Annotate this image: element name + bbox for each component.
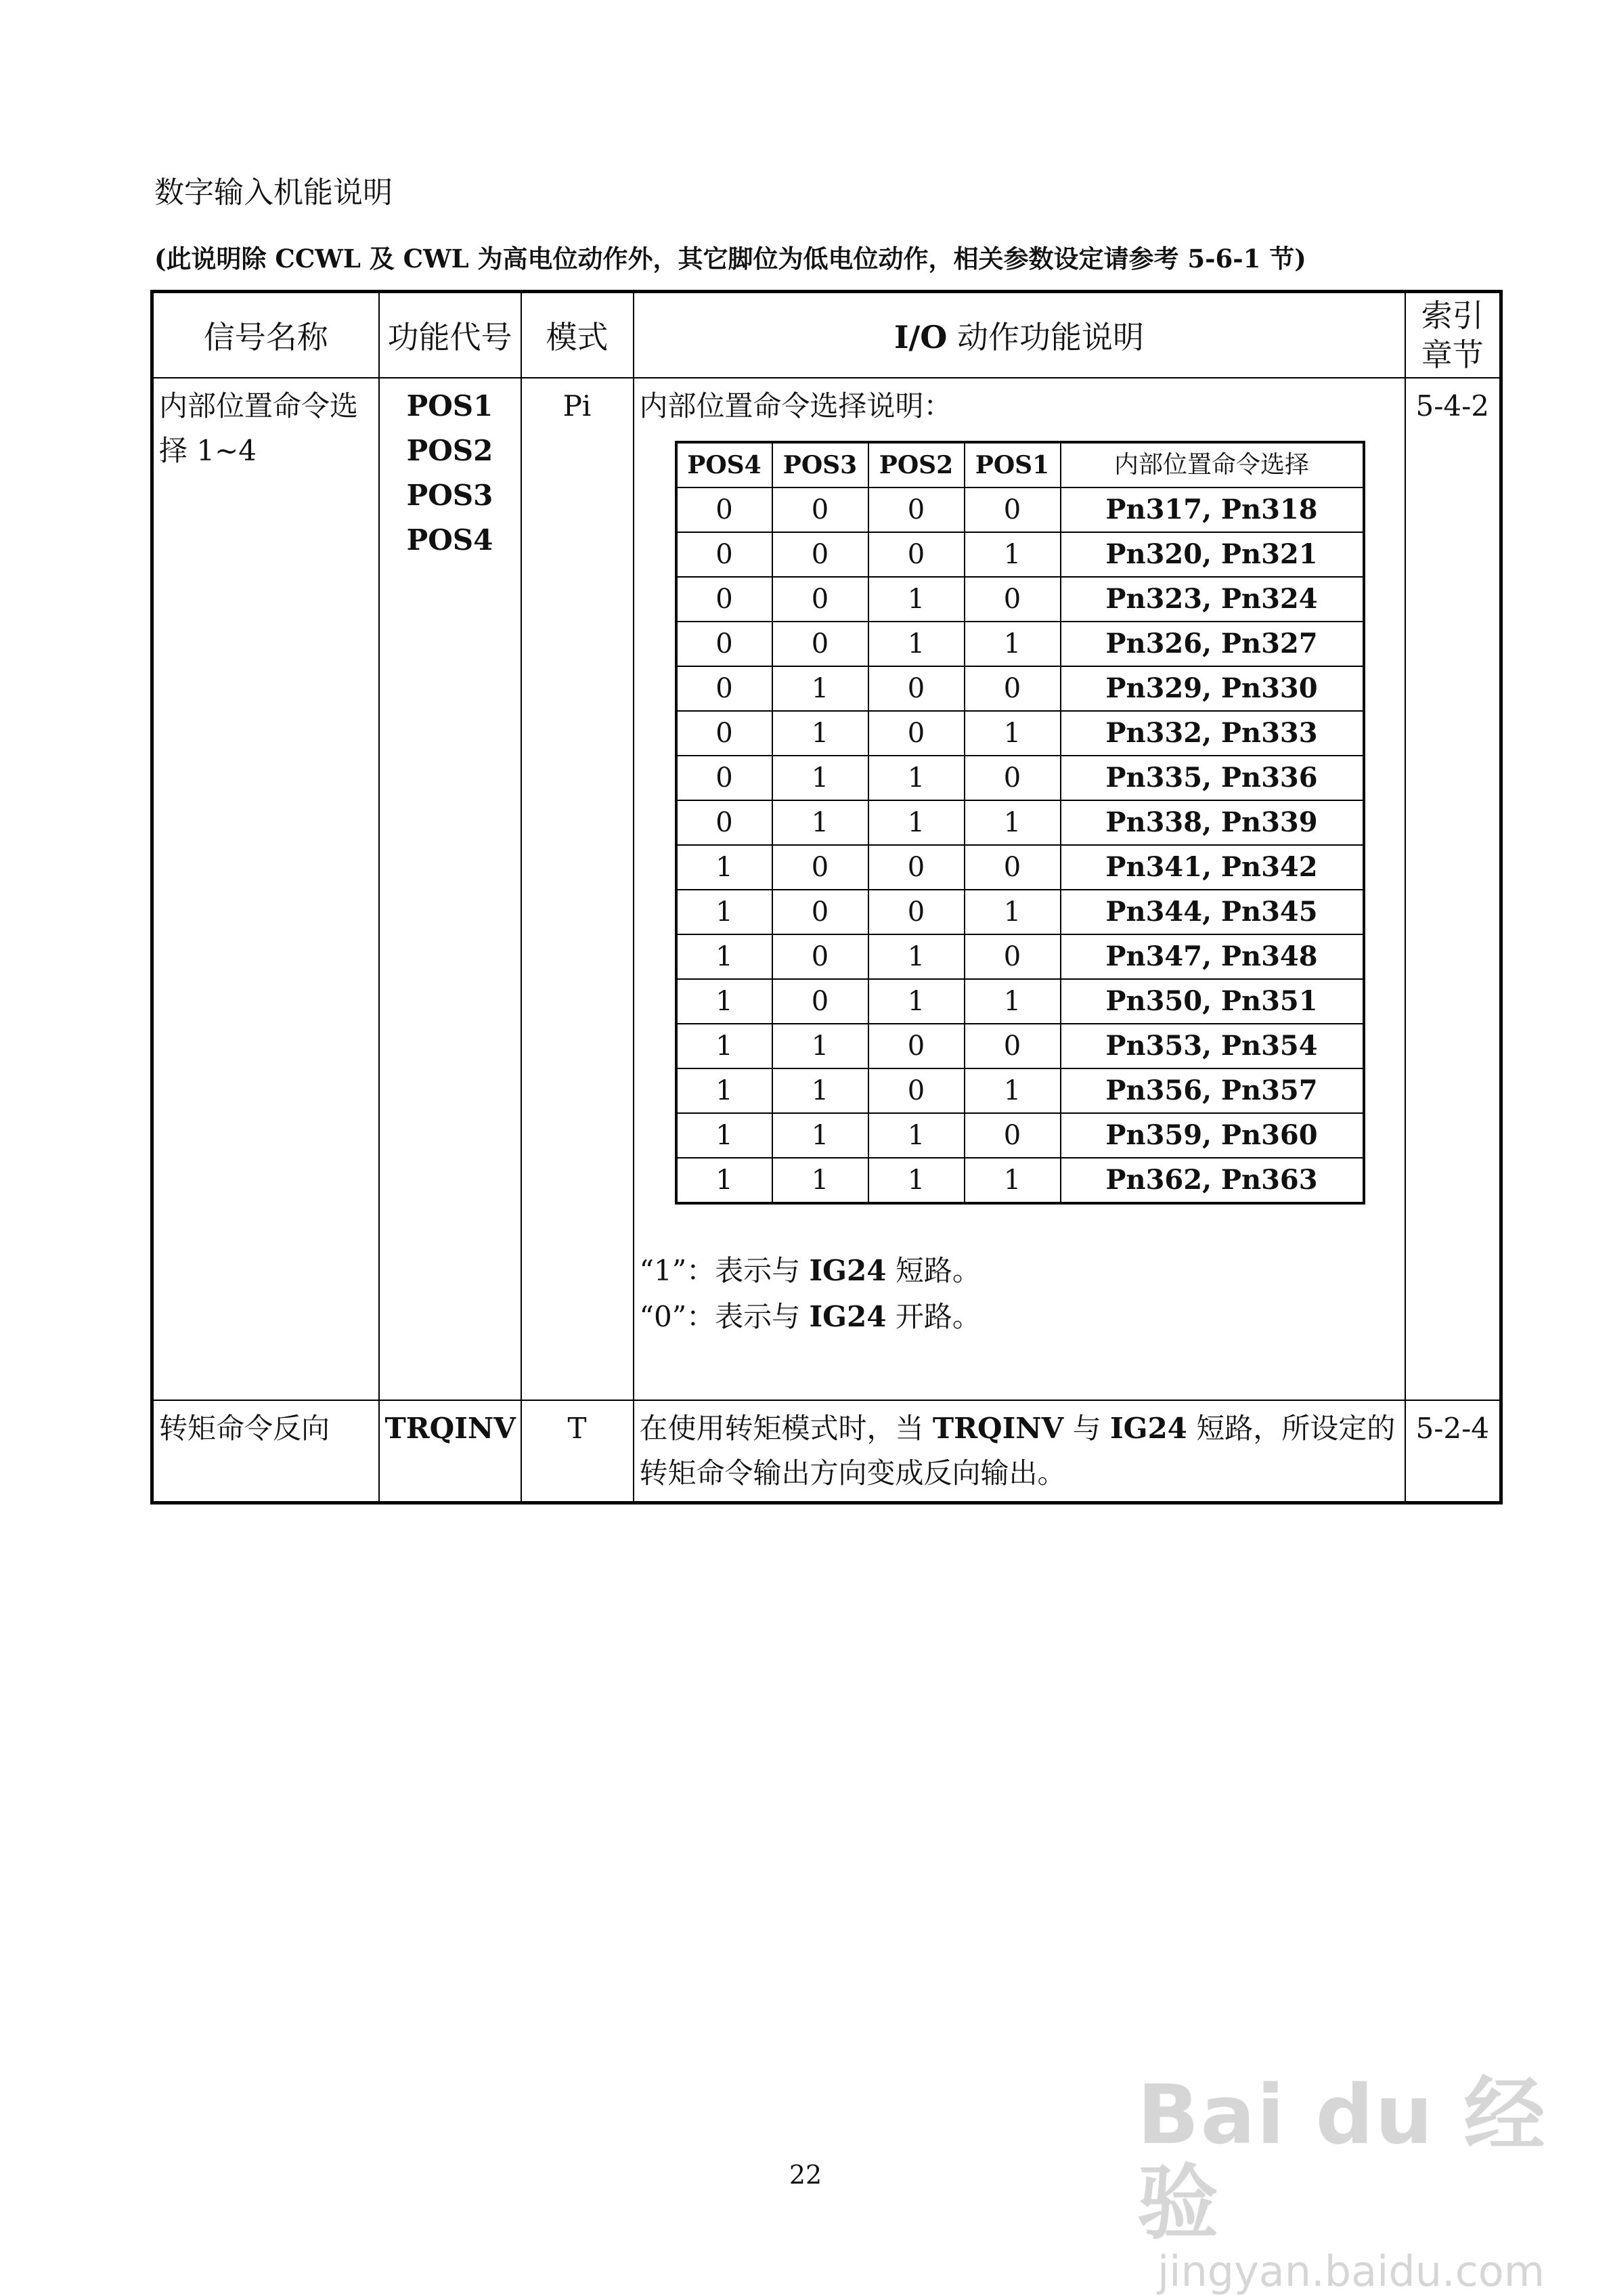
- pos-selection-cell: Pn332, Pn333: [1061, 711, 1364, 756]
- legend-short-post: 短路。: [886, 1254, 981, 1287]
- pos-bit-cell: 1: [676, 845, 772, 890]
- pos-bit-cell: 1: [676, 1113, 772, 1158]
- pos-bit-cell: 1: [868, 1113, 965, 1158]
- trqinv-index: 5-2-4: [1405, 1400, 1501, 1503]
- header-code: 功能代号: [379, 292, 521, 378]
- pos-bit-cell: 1: [965, 1068, 1061, 1113]
- pos-legend: [640, 1248, 1399, 1340]
- pos-bit-cell: 0: [868, 532, 965, 577]
- pos-bit-cell: 1: [868, 577, 965, 622]
- pos-bit-cell: 0: [868, 845, 965, 890]
- pos-bit-cell: 0: [965, 577, 1061, 622]
- baidu-watermark: [1137, 2068, 1611, 2296]
- pos-row: [676, 890, 1364, 934]
- pos-selection-cell: Pn350, Pn351: [1061, 979, 1364, 1024]
- pos-selection-cell: Pn353, Pn354: [1061, 1024, 1364, 1068]
- pos-selection-table: [675, 441, 1365, 1205]
- pos-bit-cell: 1: [676, 1158, 772, 1203]
- pos-bit-cell: 0: [772, 845, 868, 890]
- pos-bit-cell: 0: [868, 890, 965, 934]
- pos-bit-cell: 0: [965, 934, 1061, 979]
- pos-header-pos1: POS1: [965, 442, 1061, 488]
- pos-bit-cell: 0: [676, 756, 772, 800]
- pos-intro: 内部位置命令选择说明：: [639, 389, 952, 423]
- pos-bit-cell: 0: [868, 711, 965, 756]
- page-heading: 数字输入机能说明: [154, 175, 393, 210]
- pos-bit-cell: 0: [965, 845, 1061, 890]
- pos-selection-cell: Pn344, Pn345: [1061, 890, 1364, 934]
- trqinv-desc-mid: 与: [1063, 1412, 1110, 1445]
- pos-bit-cell: 0: [868, 1068, 965, 1113]
- pos-selection-cell: Pn329, Pn330: [1061, 666, 1364, 711]
- baidu-logo: Bai du 经验: [1137, 2068, 1547, 2251]
- legend-short-ig24: IG24: [809, 1254, 887, 1287]
- pos-bit-cell: 1: [772, 1068, 868, 1113]
- pos-bit-cell: 0: [676, 711, 772, 756]
- trqinv-signal-name: 转矩命令反向: [152, 1400, 379, 1503]
- pos-bit-cell: 0: [868, 666, 965, 711]
- code-pos3: POS3: [406, 479, 493, 512]
- pos-bit-cell: 0: [772, 934, 868, 979]
- table-header-row: [152, 292, 1501, 378]
- pos-bit-cell: 1: [868, 934, 965, 979]
- pos-bit-cell: 1: [868, 979, 965, 1024]
- pos-row: [676, 711, 1364, 756]
- pos-selection-cell: Pn338, Pn339: [1061, 800, 1364, 845]
- pos-bit-cell: 0: [965, 488, 1061, 532]
- page-number: 22: [789, 2160, 822, 2190]
- pos-bit-cell: 1: [676, 1068, 772, 1113]
- trqinv-desc-post: 短路，所设定的转矩命令输出方向变成反向输出。: [639, 1412, 1396, 1490]
- pos-row: [676, 756, 1364, 800]
- pos-selection-cell: Pn347, Pn348: [1061, 934, 1364, 979]
- pos-bit-cell: 0: [676, 666, 772, 711]
- pos-bit-cell: 1: [676, 1024, 772, 1068]
- pos-row: [676, 532, 1364, 577]
- pos-signal-name: 内部位置命令选择 1~4: [152, 378, 379, 1400]
- pos-bit-cell: 0: [676, 532, 772, 577]
- pos-row: [676, 1024, 1364, 1068]
- pos-bit-cell: 1: [772, 800, 868, 845]
- pos-bit-cell: 1: [676, 890, 772, 934]
- pos-bit-cell: 1: [868, 800, 965, 845]
- trqinv-description: [634, 1400, 1405, 1503]
- pos-selection-cell: Pn356, Pn357: [1061, 1068, 1364, 1113]
- legend-open-pre: “0”：表示与: [639, 1300, 810, 1333]
- legend-short-pre: “1”：表示与: [639, 1254, 810, 1287]
- header-index-line2: 章节: [1421, 337, 1484, 373]
- pos-header-pos2: POS2: [868, 442, 965, 488]
- legend-short: [640, 1248, 1399, 1294]
- pos-selection-cell: Pn359, Pn360: [1061, 1113, 1364, 1158]
- pos-bit-cell: 1: [965, 979, 1061, 1024]
- trqinv-mode: T: [521, 1400, 634, 1503]
- pos-description: [634, 378, 1405, 1400]
- pos-bit-cell: 0: [868, 1024, 965, 1068]
- pos-bit-cell: 1: [965, 532, 1061, 577]
- legend-open-ig24: IG24: [809, 1300, 887, 1333]
- pos-header-pos3: POS3: [772, 442, 868, 488]
- pos-selection-cell: Pn341, Pn342: [1061, 845, 1364, 890]
- page-note: (此说明除 CCWL 及 CWL 为高电位动作外，其它脚位为低电位动作，相关参数设定请参考 5-6-1 节): [154, 244, 1306, 274]
- pos-bit-cell: 1: [772, 1158, 868, 1203]
- header-function-text: 动作功能说明: [947, 319, 1144, 355]
- pos-bit-cell: 1: [772, 666, 868, 711]
- pos-codes: [379, 378, 521, 1400]
- pos-header-selection: 内部位置命令选择: [1061, 442, 1364, 488]
- pos-bit-cell: 1: [772, 711, 868, 756]
- pos-row: [676, 1068, 1364, 1113]
- pos-bit-cell: 0: [965, 756, 1061, 800]
- legend-open: [640, 1294, 1399, 1340]
- pos-bit-cell: 1: [868, 756, 965, 800]
- pos-header-row: [676, 442, 1364, 488]
- pos-row: [676, 979, 1364, 1024]
- header-signal: 信号名称: [152, 292, 379, 378]
- pos-row: [676, 934, 1364, 979]
- pos-bit-cell: 1: [676, 934, 772, 979]
- code-pos4: POS4: [406, 523, 493, 557]
- pos-bit-cell: 0: [676, 577, 772, 622]
- pos-bit-cell: 0: [772, 532, 868, 577]
- watermark-url: jingyan.baidu.com: [1157, 2247, 1545, 2296]
- pos-bit-cell: 0: [868, 488, 965, 532]
- header-index-line1: 索引: [1421, 297, 1484, 334]
- pos-bit-cell: 1: [965, 1158, 1061, 1203]
- header-index: [1405, 292, 1501, 378]
- pos-bit-cell: 1: [772, 756, 868, 800]
- pos-row: [676, 666, 1364, 711]
- pos-bit-cell: 1: [965, 711, 1061, 756]
- table-row-pos: [152, 378, 1501, 1400]
- pos-bit-cell: 1: [965, 890, 1061, 934]
- pos-bit-cell: 0: [965, 666, 1061, 711]
- pos-bit-cell: 0: [676, 488, 772, 532]
- pos-bit-cell: 0: [772, 577, 868, 622]
- pos-index: 5-4-2: [1405, 378, 1501, 1400]
- legend-open-post: 开路。: [886, 1300, 981, 1333]
- pos-bit-cell: 0: [676, 622, 772, 666]
- header-mode: 模式: [521, 292, 634, 378]
- pos-selection-cell: Pn362, Pn363: [1061, 1158, 1364, 1203]
- digital-input-table: [150, 290, 1503, 1504]
- trqinv-code: TRQINV: [379, 1400, 521, 1503]
- header-function: [634, 292, 1405, 378]
- pos-row: [676, 1158, 1364, 1203]
- pos-row: [676, 845, 1364, 890]
- pos-bit-cell: 1: [868, 622, 965, 666]
- pos-bit-cell: 1: [965, 800, 1061, 845]
- pos-row: [676, 577, 1364, 622]
- pos-header-pos4: POS4: [676, 442, 772, 488]
- pos-selection-cell: Pn320, Pn321: [1061, 532, 1364, 577]
- pos-mode: Pi: [521, 378, 634, 1400]
- pos-bit-cell: 0: [965, 1024, 1061, 1068]
- pos-bit-cell: 0: [965, 1113, 1061, 1158]
- header-function-io: I/O: [893, 319, 948, 355]
- pos-row: [676, 622, 1364, 666]
- trqinv-desc-ig24: IG24: [1109, 1412, 1187, 1445]
- pos-bit-cell: 0: [772, 890, 868, 934]
- pos-bit-cell: 1: [772, 1024, 868, 1068]
- pos-bit-cell: 1: [868, 1158, 965, 1203]
- pos-bit-cell: 0: [772, 622, 868, 666]
- pos-row: [676, 800, 1364, 845]
- pos-row: [676, 1113, 1364, 1158]
- pos-bit-cell: 0: [772, 979, 868, 1024]
- pos-bit-cell: 0: [676, 800, 772, 845]
- pos-selection-cell: Pn323, Pn324: [1061, 577, 1364, 622]
- pos-selection-cell: Pn317, Pn318: [1061, 488, 1364, 532]
- pos-bit-cell: 0: [772, 488, 868, 532]
- trqinv-desc-code: TRQINV: [932, 1412, 1064, 1445]
- pos-row: [676, 488, 1364, 532]
- pos-selection-cell: Pn335, Pn336: [1061, 756, 1364, 800]
- pos-bit-cell: 1: [676, 979, 772, 1024]
- pos-selection-cell: Pn326, Pn327: [1061, 622, 1364, 666]
- pos-bit-cell: 1: [965, 622, 1061, 666]
- pos-bit-cell: 1: [772, 1113, 868, 1158]
- table-row-trqinv: [152, 1400, 1501, 1503]
- code-pos2: POS2: [406, 434, 493, 467]
- code-pos1: POS1: [406, 389, 493, 423]
- trqinv-desc-pre: 在使用转矩模式时，当: [639, 1412, 933, 1445]
